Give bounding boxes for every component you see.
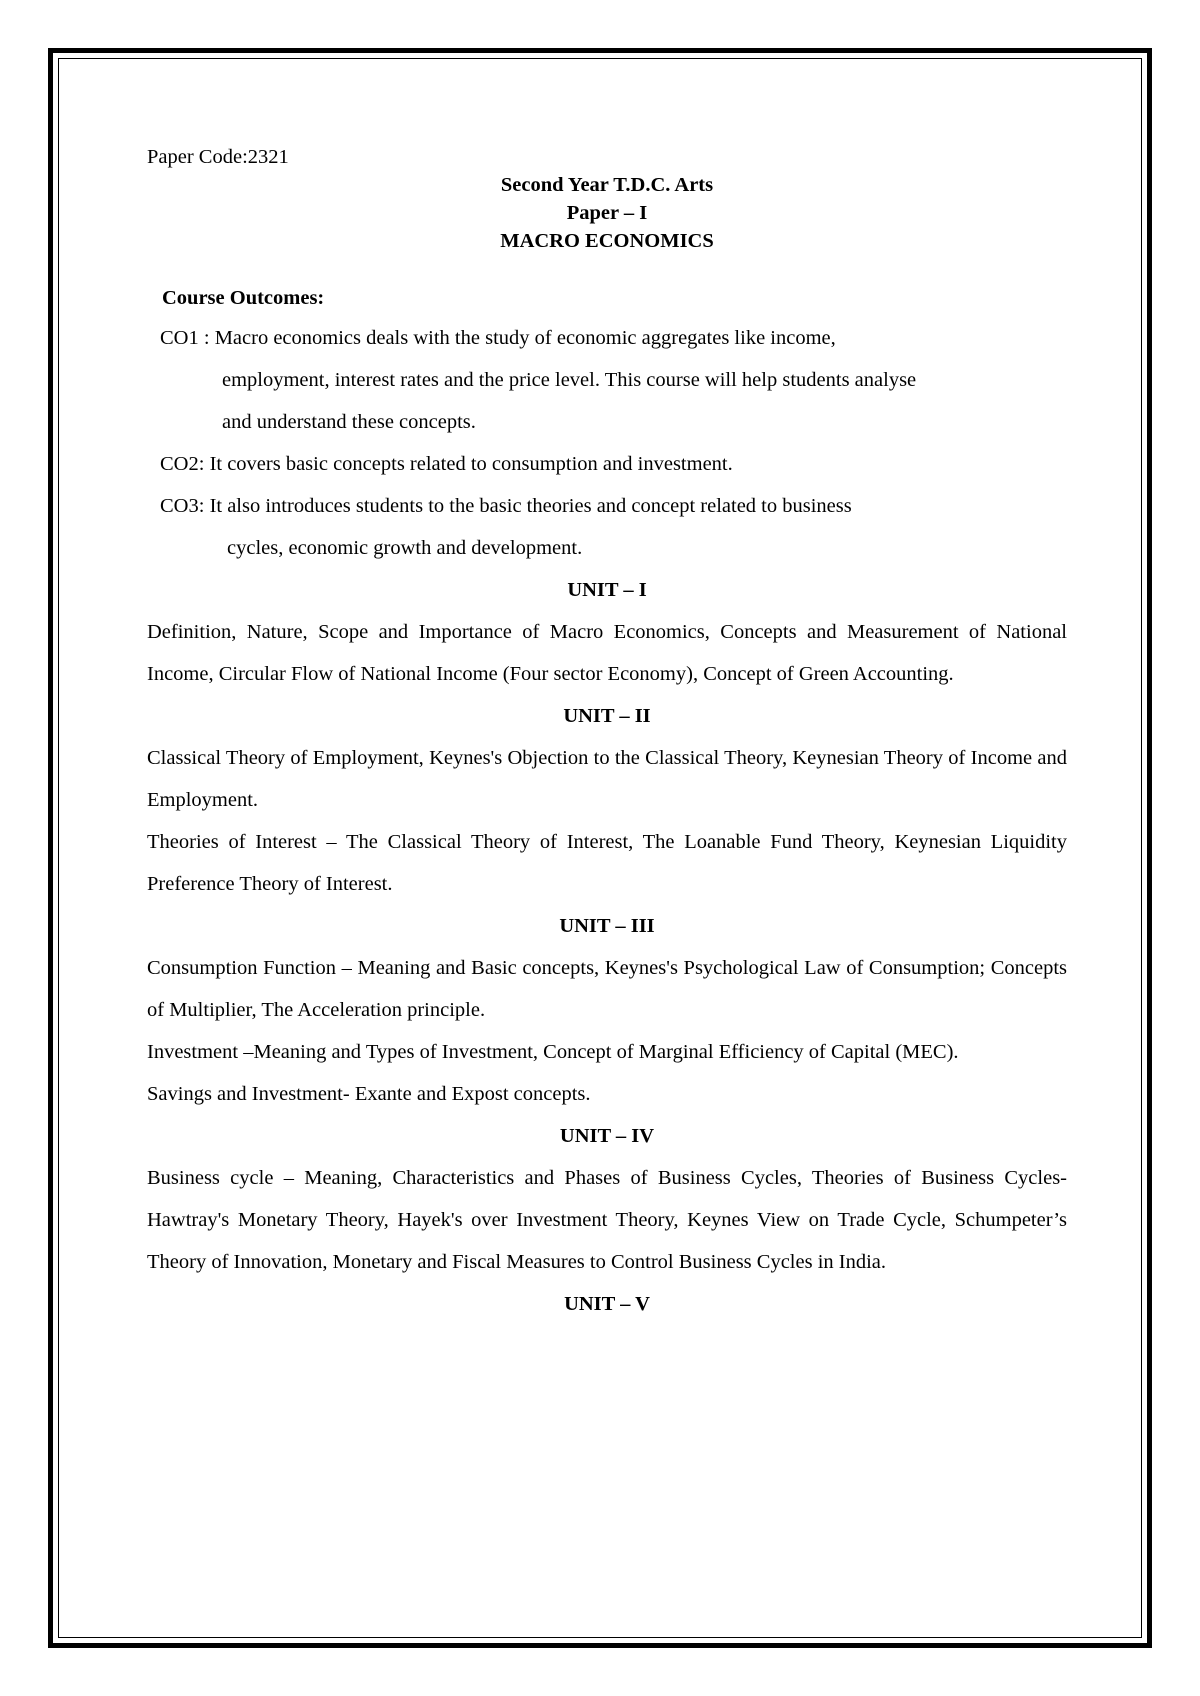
unit-3-paragraph-2: Investment –Meaning and Types of Investment, Concept of Marginal Efficiency of Capital (MEC). [147, 1041, 959, 1063]
co2-text: It covers basic concepts related to consumption and investment. [209, 453, 733, 475]
co2-label: CO2: [160, 453, 210, 475]
co1-line-2: employment, interest rates and the price level. This course will help students analyse [222, 369, 917, 391]
course-outcome-3 [160, 485, 1067, 527]
unit-2-paragraph-1: Classical Theory of Employment, Keynes's Objection to the Classical Theory, Keynesian Theory of Income and Employment. [147, 747, 1067, 811]
unit-3-paragraph-3: Savings and Investment- Exante and Expost concepts. [147, 1083, 591, 1105]
co3-line-2: cycles, economic growth and development. [227, 537, 583, 559]
course-year: Second Year T.D.C. Arts [500, 174, 714, 196]
co1-line-1: Macro economics deals with the study of economic aggregates like income, [214, 327, 836, 349]
paper-number: Paper – I [566, 202, 648, 224]
unit-4-paragraph: Business cycle – Meaning, Characteristics and Phases of Business Cycles, Theories of Business Cycles- Hawtray's Monetary Theory, Hayek's over Investment Theory, Keynes View on Trade Cycle, Schumpeter’s Theory of Innovation, Monetary and Fiscal Measures to Control Business Cycles in India. [147, 1167, 1067, 1273]
unit-4-title: UNIT – IV [559, 1125, 655, 1147]
co3-label: CO3: [160, 495, 210, 517]
unit-1-paragraph: Definition, Nature, Scope and Importance of Macro Economics, Concepts and Measurement of National Income, Circular Flow of National Income (Four sector Economy), Concept of Green Accounting. [147, 621, 1067, 685]
unit-5-title: UNIT – V [564, 1293, 650, 1315]
unit-2-paragraph-2: Theories of Interest – The Classical Theory of Interest, The Loanable Fund Theory, Keynesian Liquidity Preference Theory of Interest. [147, 831, 1067, 895]
unit-2-title: UNIT – II [563, 705, 651, 727]
course-outcome-2 [160, 443, 1067, 485]
unit-3-title: UNIT – III [559, 915, 655, 937]
unit-3-paragraph-1: Consumption Function – Meaning and Basic concepts, Keynes's Psychological Law of Consumption; Concepts of Multiplier, The Acceleration principle. [147, 957, 1067, 1021]
document-body [147, 143, 1067, 1325]
co1-line-3: and understand these concepts. [222, 411, 476, 433]
subject-title: MACRO ECONOMICS [500, 230, 714, 252]
course-outcome-1 [160, 317, 1067, 359]
unit-1-title: UNIT – I [567, 579, 647, 601]
co1-label: CO1 : [160, 327, 215, 349]
course-outcomes-heading: Course Outcomes: [162, 287, 325, 309]
paper-code: Paper Code:2321 [147, 146, 289, 168]
co3-line-1: It also introduces students to the basic theories and concept related to business [209, 495, 852, 517]
